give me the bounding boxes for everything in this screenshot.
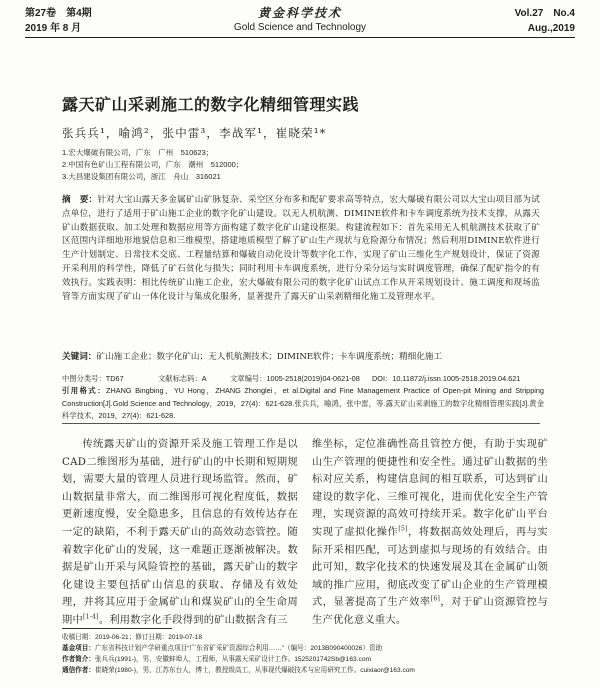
footnote-rule	[62, 628, 172, 629]
corresponding-text: 崔晓荣(1980-)，男，江苏东台人，博士，教授级高工，从事现代爆破技术与应用研究工作。cuixiaor@163.com	[94, 667, 415, 674]
article-title: 露天矿山采剥施工的数字化精细管理实践	[62, 95, 360, 114]
affiliation-1: 1.宏大爆破有限公司，广东 广州 510623；	[62, 148, 214, 157]
author-list: 张兵兵¹，喻鸿²，张中雷³，李战军¹，崔晓荣¹*	[62, 126, 327, 140]
funding-text: 广东省科技计划产学研重点项目“广东省矿采矿资源综合利用……”（编号：2013B090400026）资助	[94, 645, 383, 652]
journal-masthead	[195, 6, 405, 36]
reference-5[interactable]: [5]	[398, 525, 408, 533]
journal-name-en: Gold Science and Technology	[233, 22, 367, 33]
author-bio-label: 作者简介：	[62, 656, 95, 663]
publication-date: 2019 年 8 月	[25, 23, 82, 34]
affiliation-3: 3.大昌建设集团有限公司，浙江 舟山 316021	[62, 172, 221, 181]
document-code: 文献标志码：A	[158, 374, 207, 383]
keywords	[62, 350, 540, 364]
keywords-text: 矿山施工企业；数字化矿山；无人机航测技术；DIMINE软件；卡车调度系统；精细化施工	[96, 352, 443, 362]
doi: DOI：10.11872/j.issn.1005-2518.2019.04.621	[372, 374, 521, 383]
abstract-text: 针对大宝山露天多金属矿山矿脉复杂、采空区分布多和配矿要求高等特点，宏大爆破有限公司以大宝山项目部为试点单位，进行了适用于矿山施工企业的数字化矿山建设。以无人机航测、DIMINE软件和卡车调度系统为技术支撑，从露天矿山数据获取、加工处理和数据应用等方面构建了数字化矿山建设框架。构建流程如下：首先采用无人机航测技术获取了矿区范围内详细地形地貌信息和三维模型，搭建地质模型了解了矿山生产现状与危险源分布情况；然后利用DIMINE软件进行生产计划制定、日常技术交底、工程量结算和爆破自动化设计等数字化工作，实现了矿山三维化生产规划设计，保证了资源开采利用的科学性，降低了矿石贫化与损失；同时利用卡车调度系统，进行分采分运与实时调度管理，确保了配矿指令的有效执行。实践表明：相比传统矿山施工企业，宏大爆破有限公司的数字化矿山试点工作从开采规划设计、施工调度和现场监管等方面实现了矿山一体化设计与集成化服务，显著提升了露天矿山采剥精细化施工及管理水平。	[62, 195, 540, 302]
corresponding-label: 通信作者：	[62, 667, 95, 674]
keywords-label: 关键词：	[62, 351, 97, 361]
body-right-text: 维坐标，定位准确性高且管控方便，有助于实现矿山生产管理的便捷性和安全性。通过矿山数据的坐标对应关系，构建信息间的相互联系，可达到矿山建设的数字化、三维可视化，进而优化安全生产管理，实现资源的高效可持续开采。数字化矿山平台实现了虚拟化操作	[312, 439, 548, 538]
funding-label: 基金项目：	[62, 645, 95, 652]
citation-text: ZHANG Bingbing，YU Hong，ZHANG Zhonglei，et al.Digital and Fine Management Practice of Open-pit Mining and Stripping Construction[J].Gold Science and Technology，2019，27(4)：621-628.张兵兵，喻鸿，张中雷，等.露天矿山采剥施工的数字化精细管理实践[J].黄金科学技术，2019，27(4)：621-628.	[62, 386, 544, 420]
section-rule	[62, 423, 540, 424]
funding-note	[62, 643, 552, 654]
body-right-mid: ，将数据高效处理后，再与实际开采相匹配，可达到虚拟与现场的有效结合。由此可知，数字化技术的快速发展及其在金属矿山领域的推广应用，彻底改变了矿山企业的生产管理模式，显著提高了生产效率	[312, 526, 548, 609]
body-left-text: 传统露天矿山的资源开采及施工管理工作是以CAD二维图形为基础，进行矿山的中长期和短期规划，需要大量的管理人员进行现场监管。然而，矿山数据量非常大，而二维图形可视化程度低，数据更新速度慢，安全隐患多，且信息的有效传达存在一定的缺陷，不利于露天矿山的高效动态管控。随着数字化矿山的发展，这一难题正逐渐被解决。数据是矿山开采与风险管控的基础，露天矿山的数字化建设主要包括矿山信息的获取、存储及有效处理，并将其应用于金属矿山和煤炭矿山的全生命周期中	[62, 439, 298, 626]
volume-number-en: Vol.27 No.4	[514, 8, 575, 19]
clc-number: 中图分类号：TD67	[62, 374, 124, 383]
citation-label: 引用格式：	[62, 386, 107, 395]
author-bio-text: 张兵兵(1991-)，男，安徽蚌埠人，工程师，从事露天采矿设计工作。1525201742Sb@163.com	[94, 656, 371, 663]
footnotes	[62, 632, 552, 676]
classification-meta	[62, 373, 562, 385]
affiliation-2: 2.中国有色矿山工程有限公司，广东 潮州 512000；	[62, 160, 244, 169]
reference-6[interactable]: [6]	[430, 595, 441, 603]
citation-format	[62, 385, 544, 423]
author-bio	[62, 654, 552, 665]
abstract	[62, 193, 540, 304]
body-left-tail: 。利用数字化手段得到的矿山数据含有三	[98, 614, 288, 626]
article-number: 文章编号：1005-2518(2019)04-0621-08	[230, 374, 360, 383]
publication-date-en: Aug.,2019	[527, 23, 575, 34]
corresponding-author	[62, 665, 552, 676]
body-right-tail: ，对于矿山资源管控与生产优化意义重大。	[312, 597, 548, 626]
volume-issue: 第27卷 第4期	[25, 8, 92, 19]
reference-1-4[interactable]: [1-4]	[82, 613, 99, 621]
received-date: 收稿日期：2019-06-21；修订日期：2019-07-18	[62, 634, 202, 641]
body-column-right	[312, 436, 548, 630]
affiliations	[62, 147, 243, 183]
header-rule	[25, 37, 575, 38]
journal-name-cn: 黄金科学技术	[257, 6, 342, 20]
running-header-right	[515, 6, 575, 36]
abstract-label: 摘 要：	[62, 194, 98, 204]
body-column-left	[62, 436, 298, 630]
running-header-left	[25, 6, 92, 36]
